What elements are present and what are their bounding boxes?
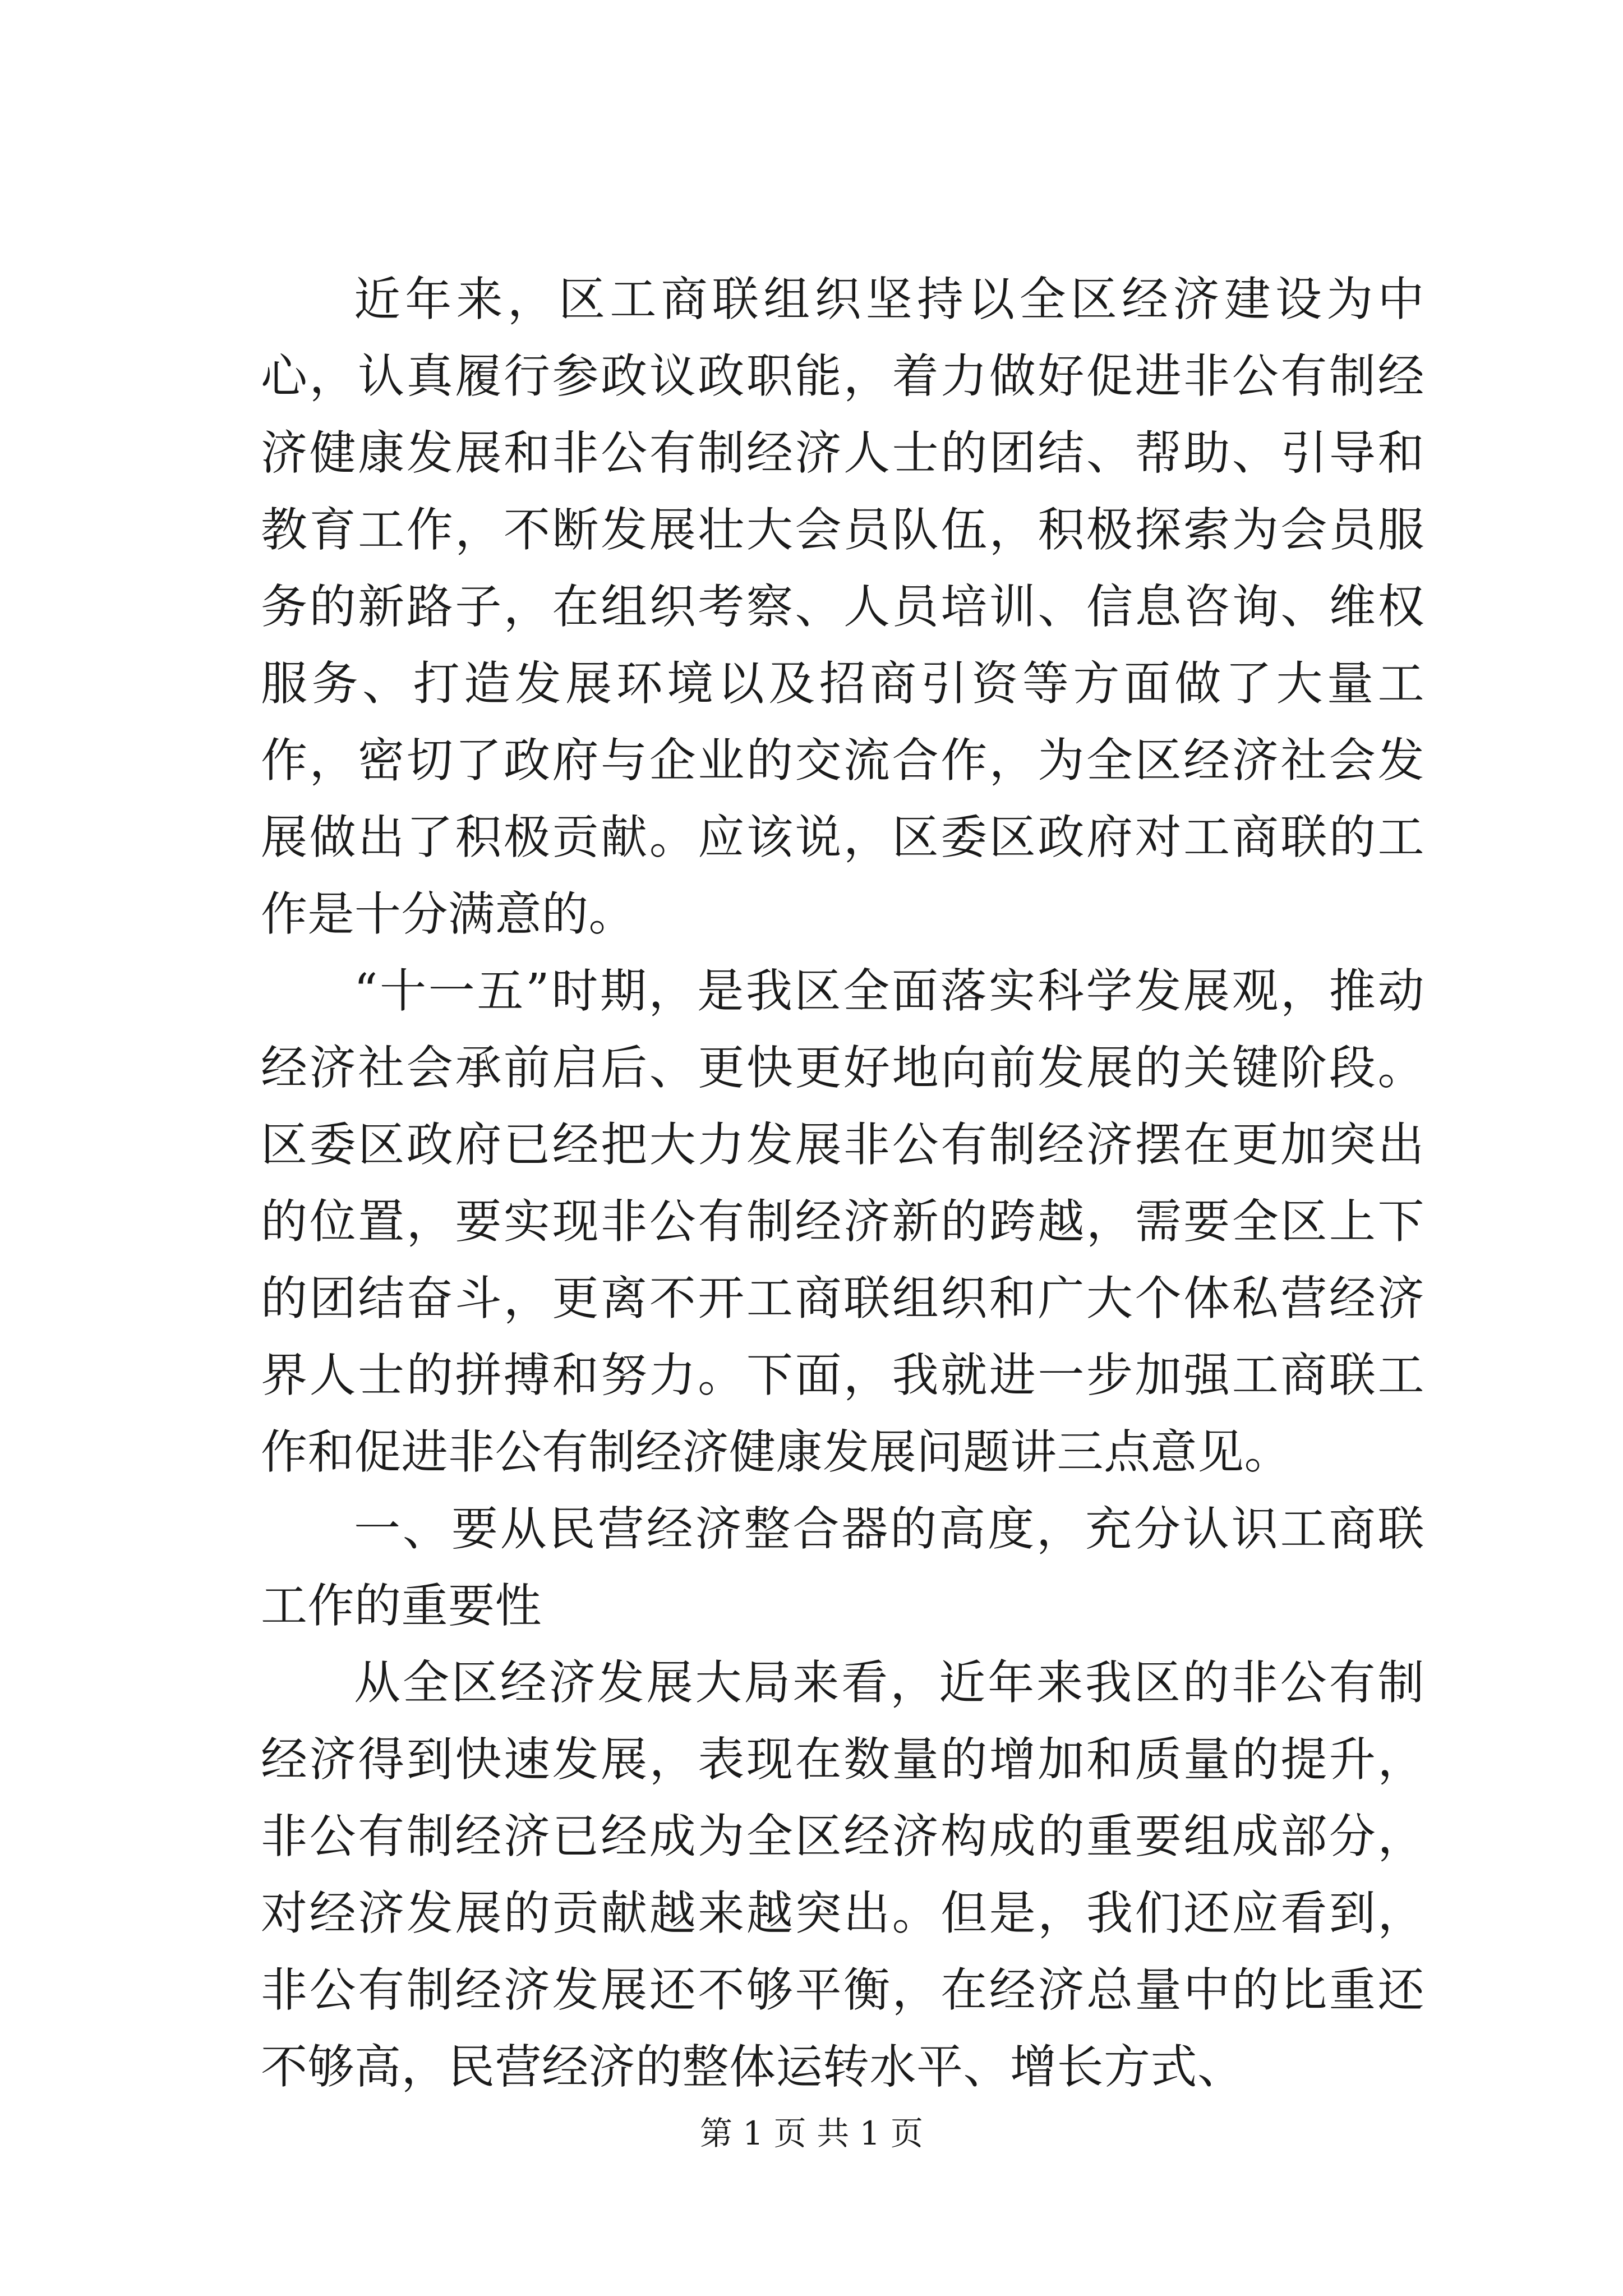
- paragraph-1: 近年来，区工商联组织坚持以全区经济建设为中心，认真履行参政议政职能，着力做好促进非公有制经济健康发展和非公有制经济人士的团结、帮助、引导和教育工作，不断发展壮大会员队伍，积极探索为会员服务的新路子，在组织考察、人员培训、信息咨询、维权服务、打造发展环境以及招商引资等方面做了大量工作，密切了政府与企业的交流合作，为全区经济社会发展做出了积极贡献。应该说，区委区政府对工商联的工作是十分满意的。: [261, 272, 1424, 941]
- paragraph-3: 从全区经济发展大局来看，近年来我区的非公有制经济得到快速发展，表现在数量的增加和质量的提升，非公有制经济已经成为全区经济构成的重要组成部分，对经济发展的贡献越来越突出。但是，我们还应看到，非公有制经济发展还不够平衡，在经济总量中的比重还不够高，民营经济的整体运转水平、增长方式、: [261, 1655, 1424, 2094]
- section-heading-1: 一、要从民营经济整合器的高度，充分认识工商联工作的重要性: [261, 1502, 1424, 1633]
- paragraph-2: “十一五”时期，是我区全面落实科学发展观，推动经济社会承前启后、更快更好地向前发展的关键阶段。区委区政府已经把大力发展非公有制经济摆在更加突出的位置，要实现非公有制经济新的跨越，需要全区上下的团结奋斗，更离不开工商联组织和广大个体私营经济界人士的拼搏和努力。下面，我就进一步加强工商联工作和促进非公有制经济健康发展问题讲三点意见。: [261, 964, 1424, 1479]
- page-footer: 第 1 页 共 1 页: [700, 2114, 923, 2152]
- document-body: [261, 261, 1424, 2105]
